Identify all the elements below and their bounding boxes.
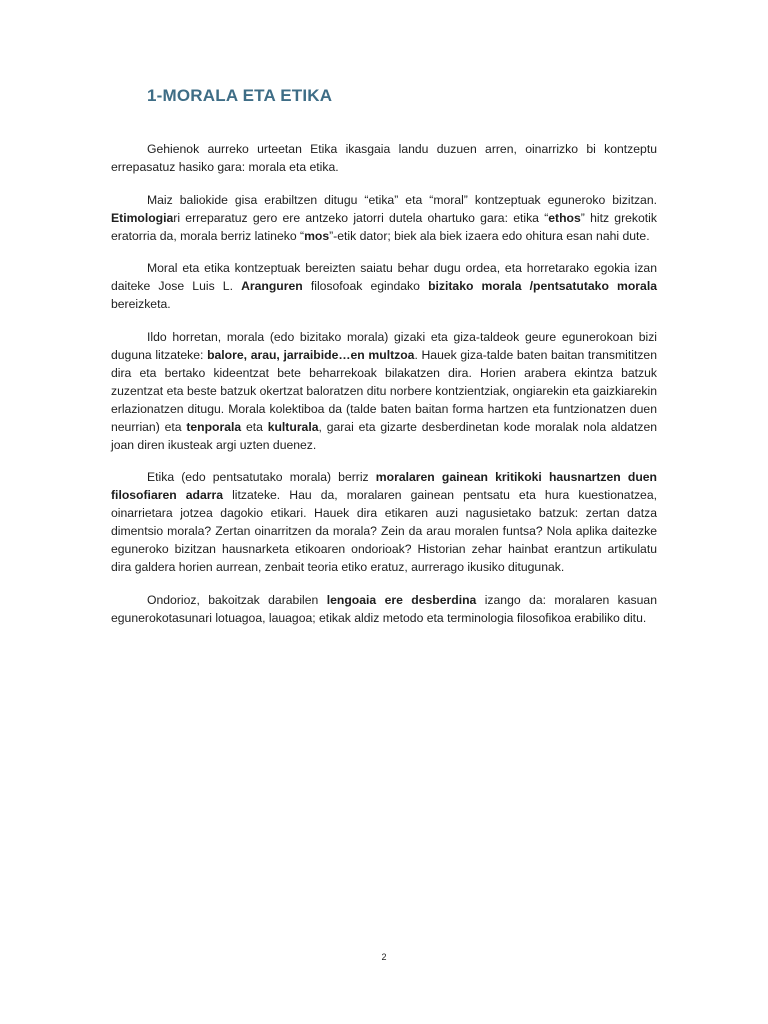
text-run: izango da: moralaren kasuan egunerokotasunari lotuagoa, lauagoa; etikak aldiz metodo eta terminologia filosofikoa erabiliko ditu. — [111, 592, 657, 625]
paragraph-4 — [111, 328, 657, 454]
page-title: 1-MORALA ETA ETIKA — [147, 86, 333, 105]
page-number: 2 — [381, 952, 387, 962]
bold-text: mos — [304, 228, 330, 243]
text-run: litzateke. Hau da, moralaren gainean pentsatu eta hura kuestionatzea, oinarrietara jotzea dagokio etikari. Hauek dira etikaren auzi nagusietako batzuk: zertan datza dimentsio morala? Zertan oinarritzen da morala? Zein da arau moralen funtsa? Nola aplika daitezke eguneroko bizitzan hausnarketa etikoaren ondorioak? Historian zehar hainbat erantzun artikulatu dira galdera horien aurrean, zenbait teoria etiko eratuz, aurrerago ikusiko ditugunak. — [111, 488, 657, 574]
paragraph-2 — [111, 191, 657, 245]
text-run: filosofoak egindako — [302, 279, 429, 293]
text-run: ”-etik dator; biek ala biek izaera edo ohitura esan nahi dute. — [329, 228, 650, 243]
text-run: ri erreparatuz gero ere antzeko jatorri dutela ohartuko gara: etika “ — [173, 210, 549, 225]
text-run: . Hauek giza-talde baten baitan transmititzen dira eta bertako kideentzat bete beharrekoak bilakatzen dira. Horien arabera ekintza batzuk zuzentzat eta beste batzuk okertzat baloratzen ditu norbere kontzientziak, ongiarekin eta gaizkiarekin erlazionatzen ditugu. Morala kolektiboa da (talde baten baitan forma hartzen eta funtzionatzen duen neurrian) eta — [111, 347, 657, 434]
text-run: Moral eta etika kontzeptuak bereizten saiatu behar dugu ordea, eta horretarako egokia izan daiteke Jose Luis L. — [111, 261, 657, 293]
paragraph-6 — [111, 591, 657, 627]
text-run: Etika (edo pentsatutako morala) berriz — [147, 470, 376, 484]
text-run: , garai eta gizarte desberdinetan kode moralak nola aldatzen joan diren ikusteak argi uzten duenez. — [111, 419, 657, 452]
text-run: bereizketa. — [111, 297, 171, 311]
text-run: Maiz baliokide gisa erabiltzen ditugu “etika” eta “moral” kontzeptuak eguneroko bizitzan. — [147, 192, 657, 207]
paragraph-5 — [111, 468, 657, 576]
paragraph-3 — [111, 259, 657, 313]
text-run: ” hitz grekotik eratorria da, morala berriz latineko “ — [111, 210, 657, 243]
text-run: Gehienok aurreko urteetan Etika ikasgaia landu duzuen arren, oinarrizko bi kontzeptu errepasatuz hasiko gara: morala eta etika. — [111, 142, 657, 174]
bold-text: bizitako morala /pentsatutako morala — [428, 279, 657, 293]
bold-text: Etimologia — [111, 210, 174, 225]
text-run: eta — [241, 419, 268, 434]
bold-text: kulturala — [267, 419, 319, 434]
text-run: Ildo horretan, morala (edo bizitako morala) gizaki eta giza-taldeok geure egunerokoan bizi duguna litzateke: — [111, 329, 657, 362]
body-text — [111, 140, 657, 641]
bold-text: balore, arau, jarraibide…en multzoa — [207, 347, 415, 362]
bold-text: lengoaia ere desberdina — [326, 592, 477, 607]
bold-text: ethos — [548, 210, 581, 225]
bold-text: Aranguren — [241, 279, 303, 293]
paragraph-1 — [111, 140, 657, 176]
text-run: Ondorioz, bakoitzak darabilen — [147, 592, 327, 607]
bold-text: moralaren gainean kritikoki hausnartzen duen filosofiaren adarra — [111, 470, 657, 502]
bold-text: tenporala — [186, 419, 242, 434]
